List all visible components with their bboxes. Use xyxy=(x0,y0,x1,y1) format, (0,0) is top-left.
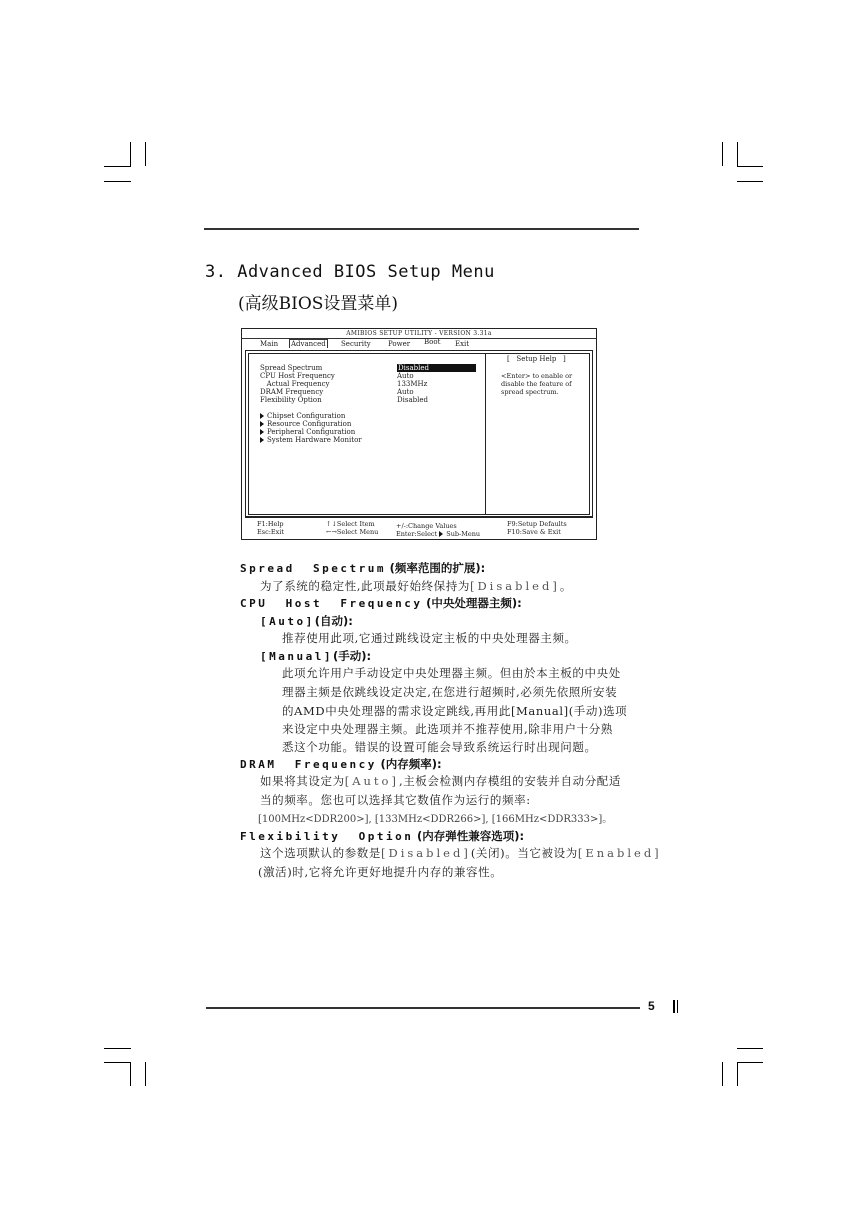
flex-line-1b: [Disabled] xyxy=(381,846,471,860)
dram-heading-en: DRAM Frequency xyxy=(240,758,377,771)
crop-mark xyxy=(104,1062,131,1063)
bios-item-flexibility-option[interactable]: Flexibility Option xyxy=(260,396,322,404)
manual-line-1: 此项允许用户手动设定中央处理器主频。但由於本主板的中央处 xyxy=(282,666,621,680)
spread-text-a: 为了系统的稳定性,此项最好始终保持为 xyxy=(260,579,470,593)
up-down-arrow-icon: ↑↓ xyxy=(326,520,337,528)
dram-line-2: 当的频率。您也可以选择其它数值作为运行的频率: xyxy=(260,793,531,807)
left-right-arrow-icon: ←→ xyxy=(326,528,337,536)
bios-value-cpu-host-frequency[interactable]: Auto xyxy=(397,372,414,380)
dram-heading xyxy=(240,756,442,772)
spread-text xyxy=(260,578,572,594)
footer-select-menu: Select Menu xyxy=(336,528,379,536)
bios-screenshot xyxy=(241,328,597,540)
crop-mark xyxy=(737,166,763,167)
bios-tab-power[interactable]: Power xyxy=(388,340,411,348)
flex-heading xyxy=(240,828,524,844)
crop-mark xyxy=(145,142,146,166)
manual-heading-cn: (手动): xyxy=(332,649,372,663)
footer-f10: F10:Save & Exit xyxy=(507,528,561,536)
page-marker xyxy=(673,1000,675,1013)
bios-value-spread-spectrum[interactable]: Disabled xyxy=(397,364,476,372)
footer-enter-select: Enter:Select xyxy=(396,530,438,538)
footer-esc: Esc:Exit xyxy=(257,528,285,536)
bios-tab-exit[interactable]: Exit xyxy=(455,340,470,348)
crop-mark xyxy=(737,1062,763,1063)
manual-line-5: 悉这个功能。错误的设置可能会导致系统运行时出现问题。 xyxy=(282,740,597,754)
bios-footer-change xyxy=(396,522,480,538)
footer-f9: F9:Setup Defaults xyxy=(507,520,567,528)
arrow-right-icon xyxy=(439,531,443,537)
bios-footer-select xyxy=(326,520,378,536)
flex-line-1d: [Enabled] xyxy=(577,846,662,860)
section-subtitle: (高级BIOS设置菜单) xyxy=(238,294,399,314)
bios-submenu-chipset[interactable] xyxy=(260,412,345,420)
crop-mark xyxy=(737,181,763,182)
arrow-right-icon xyxy=(260,421,264,427)
crop-mark xyxy=(722,142,723,166)
crop-mark xyxy=(104,1048,131,1049)
manual-line-2: 理器主频是依跳线设定决定,在您进行超频时,必须先依照所安装 xyxy=(282,685,618,699)
section-title: 3. Advanced BIOS Setup Menu xyxy=(205,262,495,282)
bios-tab-security[interactable]: Security xyxy=(341,340,371,348)
manual-line-3: 的AMD中央处理器的需求设定跳线,再用此[Manual](手动)选项 xyxy=(282,704,628,718)
bios-tab-main[interactable]: Main xyxy=(260,340,279,348)
crop-mark xyxy=(130,142,131,166)
auto-text: 推荐使用此项,它通过跳线设定主板的中央处理器主频。 xyxy=(282,631,577,645)
dram-line-1a: 如果将其设定为 xyxy=(260,774,345,788)
bios-footer-help xyxy=(257,520,284,536)
flex-line-1c: (关闭)。当它被设为 xyxy=(470,846,578,860)
bios-help-title: [ Setup Help ] xyxy=(507,355,566,363)
crop-mark xyxy=(737,1062,738,1086)
bios-value-actual-frequency: 133MHz xyxy=(397,380,428,388)
page-number: 5 xyxy=(648,999,655,1013)
bios-submenu-label: Chipset Configuration xyxy=(267,412,346,420)
crop-mark xyxy=(145,1062,146,1086)
manual-heading xyxy=(260,648,371,664)
auto-heading-en: [Auto] xyxy=(260,615,315,628)
bios-item-cpu-host-frequency[interactable]: CPU Host Frequency xyxy=(260,372,335,380)
cpu-heading-cn: (中央处理器主频): xyxy=(426,596,522,610)
bios-tab-bar xyxy=(242,338,596,349)
manual-heading-en: [Manual] xyxy=(260,650,333,663)
flex-heading-en: Flexibility Option xyxy=(240,830,414,843)
footer-sub-menu: Sub-Menu xyxy=(446,530,481,538)
spread-heading-en: Spread Spectrum xyxy=(240,562,386,575)
bios-submenu-label: Resource Configuration xyxy=(267,420,352,428)
bios-value-dram-frequency[interactable]: Auto xyxy=(397,388,414,396)
bios-item-dram-frequency[interactable]: DRAM Frequency xyxy=(260,388,324,396)
bios-submenu-label: System Hardware Monitor xyxy=(267,436,362,444)
dram-line-1b: [Auto] xyxy=(344,774,399,788)
crop-mark xyxy=(130,1062,131,1086)
spread-text-b: [Disabled] xyxy=(469,579,560,593)
crop-mark xyxy=(722,1062,723,1086)
crop-mark xyxy=(104,166,131,167)
dram-line-1 xyxy=(260,773,621,789)
bios-tab-advanced[interactable]: Advanced xyxy=(291,340,326,348)
spread-heading xyxy=(240,560,485,576)
footer-change-values: +/-:Change Values xyxy=(396,522,457,530)
bios-divider xyxy=(485,354,486,514)
cpu-heading xyxy=(240,595,522,611)
bios-footer-divider xyxy=(246,516,592,517)
bios-submenu-resource[interactable] xyxy=(260,420,351,428)
bios-tab-boot[interactable]: Boot xyxy=(424,338,441,346)
crop-mark xyxy=(737,142,738,166)
dram-heading-cn: (内存频率): xyxy=(380,757,442,771)
flex-line-1a: 这个选项默认的参数是 xyxy=(260,846,381,860)
arrow-right-icon xyxy=(260,437,264,443)
bios-submenu-peripheral[interactable] xyxy=(260,428,355,436)
footer-f1: F1:Help xyxy=(257,520,284,528)
dram-line-1c: ,主板会检测内存模组的安装并自动分配适 xyxy=(398,774,621,788)
bios-submenu-hardware-monitor[interactable] xyxy=(260,436,362,444)
arrow-right-icon xyxy=(260,413,264,419)
bios-item-actual-frequency: Actual Frequency xyxy=(260,380,330,388)
bios-value-flexibility-option[interactable]: Disabled xyxy=(397,396,428,404)
bios-submenu-label: Peripheral Configuration xyxy=(267,428,356,436)
footer-select-item: Select Item xyxy=(336,520,375,528)
spread-heading-cn: (频率范围的扩展): xyxy=(389,561,486,575)
flex-line-1 xyxy=(260,845,662,861)
bios-utility-title: AMIBIOS SETUP UTILITY - VERSION 3.31a xyxy=(346,330,492,337)
manual-line-4: 来设定中央处理器主频。此选项并不推荐使用,除非用户十分熟 xyxy=(282,722,613,736)
spread-text-c: 。 xyxy=(559,579,572,593)
cpu-heading-en: CPU Host Frequency xyxy=(240,597,423,610)
crop-mark xyxy=(104,181,131,182)
bios-footer-save xyxy=(507,520,567,536)
flex-heading-cn: (内存弹性兼容选项): xyxy=(417,829,525,843)
bios-item-spread-spectrum[interactable]: Spread Spectrum xyxy=(260,364,323,372)
footer-rule xyxy=(206,1007,640,1009)
header-rule xyxy=(204,228,639,230)
flex-line-2: (激活)时,它将允许更好地提升内存的兼容性。 xyxy=(258,865,503,879)
arrow-right-icon xyxy=(260,429,264,435)
auto-heading xyxy=(260,613,353,629)
page-marker xyxy=(677,1000,678,1013)
bios-help-text: <Enter> to enable or disable the feature of spread spectrum. xyxy=(501,372,573,396)
dram-line-3: [100MHz<DDR200>], [133MHz<DDR266>], [166MHz<DDR333>]。 xyxy=(258,814,613,825)
auto-heading-cn: (自动): xyxy=(314,614,353,628)
crop-mark xyxy=(737,1048,763,1049)
